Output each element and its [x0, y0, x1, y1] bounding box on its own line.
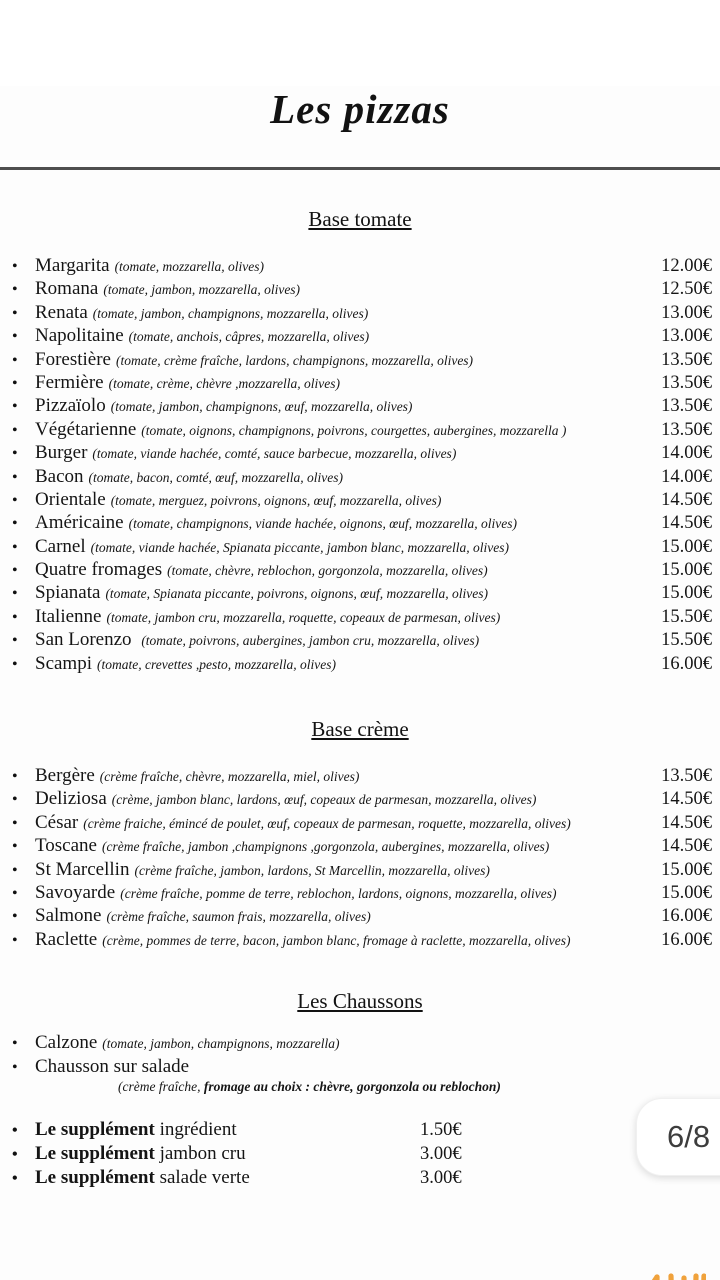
menu-item-row	[0, 582, 720, 605]
item-price: 15.00€	[661, 882, 712, 903]
item-ingredients: (tomate, jambon cru, mozzarella, roquette, copeaux de parmesan, olives)	[106, 609, 501, 625]
item-price: 14.00€	[661, 443, 712, 464]
menu-item-row	[0, 325, 720, 348]
supplement-label	[35, 1167, 420, 1189]
bullet-icon: •	[12, 515, 18, 533]
bullet-icon: •	[12, 585, 18, 603]
supplement-price: 3.00€	[420, 1143, 462, 1164]
item-price: 15.00€	[661, 536, 712, 557]
bullet-icon: •	[12, 374, 18, 392]
item-name: Bergère	[35, 765, 95, 787]
item-name: Deliziosa	[35, 788, 107, 810]
item-price: 15.50€	[661, 606, 712, 627]
menu-item-row	[0, 929, 720, 952]
item-price: 13.50€	[661, 349, 712, 370]
menu-sections	[0, 206, 720, 1101]
item-ingredients: (crème fraîche, pomme de terre, reblochon, lardons, oignons, mozzarella, olives)	[120, 885, 557, 901]
item-price: 15.50€	[661, 630, 712, 651]
section-heading: Base crème	[311, 717, 409, 742]
menu-item-row	[0, 788, 720, 811]
bullet-icon: •	[12, 398, 18, 416]
bullet-icon: •	[12, 838, 18, 856]
bullet-icon: •	[12, 304, 18, 322]
page-indicator-text: 6/8	[667, 1119, 711, 1154]
item-name: Burger	[35, 442, 88, 464]
item-price: 12.00€	[661, 256, 712, 276]
item-ingredients: (tomate, crevettes ,pesto, mozzarella, olives)	[97, 656, 336, 672]
menu-item-row	[0, 512, 720, 535]
menu-item-row	[0, 1056, 720, 1079]
item-price: 13.50€	[661, 372, 712, 393]
item-name: Romana	[35, 278, 99, 300]
supplement-price: 1.50€	[420, 1119, 462, 1140]
item-price: 16.00€	[661, 653, 712, 674]
item-ingredients: (tomate, crème fraîche, lardons, champignons, mozzarella, olives)	[115, 352, 474, 368]
bullet-icon: •	[12, 931, 18, 949]
item-name: Italienne	[35, 605, 102, 627]
item-ingredients: (crème fraiche, émincé de poulet, œuf, copeaux de parmesan, roquette, mozzarella, olives)	[83, 815, 571, 831]
supplement-row	[0, 1167, 720, 1191]
item-name: Toscane	[35, 835, 97, 857]
bullet-icon: •	[12, 468, 18, 486]
bullet-icon: •	[12, 861, 18, 879]
supplements-list	[0, 1119, 720, 1191]
menu-item-row	[0, 765, 720, 788]
menu-item-row	[0, 419, 720, 442]
item-price: 13.00€	[661, 326, 712, 347]
item-ingredients: (tomate, jambon, champignons, mozzarella, olives)	[92, 305, 369, 321]
item-ingredients: (tomate, Spianata piccante, poivrons, oignons, œuf, mozzarella, olives)	[105, 586, 489, 602]
supplement-row	[0, 1119, 720, 1143]
item-note-bold: fromage au choix : chèvre, gorgonzola ou reblochon)	[203, 1078, 501, 1094]
top-divider	[0, 167, 720, 170]
item-name: San Lorenzo	[35, 629, 137, 651]
bullet-icon: •	[12, 351, 18, 369]
menu-item-row	[0, 559, 720, 582]
section-heading: Les Chaussons	[297, 989, 423, 1014]
bullet-icon: •	[12, 491, 18, 509]
bullet-icon: •	[12, 1121, 18, 1139]
menu-item-row	[0, 395, 720, 418]
item-ingredients: (tomate, bacon, comté, œuf, mozzarella, olives)	[88, 469, 344, 485]
item-name: Margarita	[35, 255, 110, 276]
item-price: 13.50€	[661, 419, 712, 440]
item-price: 14.50€	[661, 513, 712, 534]
fork-tine-left-path	[671, 1276, 679, 1280]
item-name: Quatre fromages	[35, 559, 163, 581]
item-price: 16.00€	[661, 906, 712, 927]
item-price: 14.00€	[661, 466, 712, 487]
bullet-icon: •	[12, 791, 18, 809]
bullet-icon: •	[12, 655, 18, 673]
item-ingredients: (crème, jambon blanc, lardons, œuf, copeaux de parmesan, mozzarella, olives)	[111, 792, 537, 808]
item-name: Bacon	[35, 465, 84, 487]
menu-item-row	[0, 278, 720, 301]
menu-item-row	[0, 255, 720, 278]
item-ingredients: (tomate, viande hachée, comté, sauce barbecue, mozzarella, olives)	[92, 446, 457, 462]
supplement-label-rest: jambon cru	[154, 1142, 246, 1164]
item-ingredients: (crème fraîche, jambon ,champignons ,gorgonzola, aubergines, mozzarella, olives)	[101, 839, 550, 855]
item-note	[118, 1079, 720, 1101]
bullet-icon: •	[12, 562, 18, 580]
item-name: Orientale	[35, 488, 106, 510]
item-name: Fermière	[35, 371, 104, 393]
item-name: Salmone	[35, 905, 102, 927]
menu-item-row	[0, 302, 720, 325]
menu-item-row	[0, 835, 720, 858]
item-name: Napolitaine	[35, 325, 124, 347]
item-name: César	[35, 811, 79, 833]
item-name: Américaine	[35, 512, 124, 534]
supplement-label-rest: ingrédient	[154, 1118, 237, 1140]
section-rows	[0, 255, 720, 676]
item-ingredients: (tomate, poivrons, aubergines, jambon cru, mozzarella, olives)	[141, 633, 480, 649]
cutlery-logo-icon	[626, 1272, 706, 1280]
item-ingredients: (tomate, chèvre, reblochon, gorgonzola, mozzarella, olives)	[167, 563, 488, 579]
bullet-icon: •	[12, 908, 18, 926]
menu-item-row	[0, 905, 720, 928]
supplement-price: 3.00€	[420, 1167, 462, 1188]
item-price: 15.00€	[661, 583, 712, 604]
supplement-label-bold: Le supplément	[35, 1118, 155, 1140]
item-ingredients: (crème fraîche, jambon, lardons, St Marcellin, mozzarella, olives)	[134, 862, 490, 878]
item-ingredients: (crème, pommes de terre, bacon, jambon blanc, fromage à raclette, mozzarella, olives)	[102, 932, 571, 948]
page-title: Les pizzas	[270, 86, 450, 132]
menu-item-row	[0, 536, 720, 559]
bullet-icon: •	[12, 421, 18, 439]
menu-item-row	[0, 349, 720, 372]
menu-item-row	[0, 466, 720, 489]
item-price: 15.00€	[661, 859, 712, 880]
menu-item-row	[0, 859, 720, 882]
bullet-icon: •	[12, 632, 18, 650]
bullet-icon: •	[12, 608, 18, 626]
item-price: 13.50€	[661, 766, 712, 787]
item-price: 14.50€	[661, 789, 712, 810]
item-name: Spianata	[35, 582, 101, 604]
item-price: 12.50€	[661, 279, 712, 300]
item-name: Pizzaïolo	[35, 395, 106, 417]
menu-item-row	[0, 629, 720, 652]
item-name: Chausson sur salade	[35, 1055, 190, 1077]
bullet-icon: •	[12, 884, 18, 902]
item-ingredients: (tomate, champignons, viande hachée, oignons, œuf, mozzarella, olives)	[128, 516, 517, 532]
item-name: Forestière	[35, 348, 111, 370]
item-price: 14.50€	[661, 812, 712, 833]
item-name: Raclette	[35, 928, 98, 950]
menu-section	[0, 716, 720, 952]
item-price: 14.50€	[661, 489, 712, 510]
item-ingredients: (tomate, jambon, mozzarella, olives)	[103, 282, 301, 298]
item-price: 16.00€	[661, 929, 712, 950]
item-ingredients: (crème fraîche, saumon frais, mozzarella, olives)	[106, 909, 371, 925]
item-name: Végétarienne	[35, 418, 137, 440]
supplement-label-rest: salade verte	[154, 1166, 250, 1188]
item-ingredients: (tomate, viande hachée, Spianata piccante, jambon blanc, mozzarella, olives)	[90, 539, 509, 555]
item-price: 14.50€	[661, 836, 712, 857]
supplement-label	[35, 1143, 420, 1165]
item-ingredients: (tomate, mozzarella, olives)	[114, 259, 265, 274]
item-ingredients: (tomate, jambon, champignons, œuf, mozzarella, olives)	[110, 399, 413, 415]
section-rows	[0, 765, 720, 952]
bullet-icon: •	[12, 538, 18, 556]
menu-item-row	[0, 653, 720, 676]
menu-item-row	[0, 1032, 720, 1055]
menu-item-row	[0, 372, 720, 395]
bullet-icon: •	[12, 328, 18, 346]
bullet-icon: •	[12, 1169, 18, 1187]
menu-item-row	[0, 606, 720, 629]
item-name: Renata	[35, 301, 88, 323]
section-rows	[0, 1032, 720, 1101]
item-note-prefix: (crème fraîche,	[118, 1078, 204, 1094]
supplement-label-bold: Le supplément	[35, 1166, 155, 1188]
item-ingredients: (tomate, oignons, champignons, poivrons, courgettes, aubergines, mozzarella )	[141, 422, 567, 438]
menu-item-row	[0, 882, 720, 905]
bullet-icon: •	[12, 814, 18, 832]
bullet-icon: •	[12, 1145, 18, 1163]
menu-section	[0, 988, 720, 1101]
item-name: Carnel	[35, 535, 86, 557]
item-ingredients: (tomate, anchois, câpres, mozzarella, olives)	[128, 329, 370, 345]
menu-item-row	[0, 442, 720, 465]
bullet-icon: •	[12, 1058, 18, 1076]
item-name: Scampi	[35, 652, 92, 674]
menu-document[interactable]	[0, 86, 720, 1280]
supplement-row	[0, 1143, 720, 1167]
item-price: 13.50€	[661, 396, 712, 417]
bullet-icon: •	[12, 768, 18, 786]
item-name: Calzone	[35, 1032, 98, 1054]
item-price: 15.00€	[661, 560, 712, 581]
menu-item-row	[0, 489, 720, 512]
supplement-label	[35, 1119, 420, 1141]
item-ingredients: (tomate, jambon, champignons, mozzarella)	[102, 1036, 340, 1052]
item-name: St Marcellin	[35, 858, 130, 880]
menu-item-row	[0, 812, 720, 835]
item-ingredients: (tomate, crème, chèvre ,mozzarella, olives)	[108, 375, 341, 391]
section-heading: Base tomate	[308, 207, 412, 231]
item-name: Savoyarde	[35, 881, 116, 903]
page-indicator-badge	[636, 1098, 720, 1176]
bullet-icon: •	[12, 1035, 18, 1053]
bullet-icon: •	[12, 445, 18, 463]
item-price: 13.00€	[661, 302, 712, 323]
menu-section	[0, 206, 720, 676]
item-ingredients: (crème fraîche, chèvre, mozzarella, miel, olives)	[99, 769, 360, 785]
supplement-label-bold: Le supplément	[35, 1142, 155, 1164]
fork-tine-right-path	[689, 1276, 696, 1280]
bullet-icon: •	[12, 258, 18, 275]
bullet-icon: •	[12, 281, 18, 299]
item-ingredients: (tomate, merguez, poivrons, oignons, œuf, mozzarella, olives)	[110, 492, 442, 508]
